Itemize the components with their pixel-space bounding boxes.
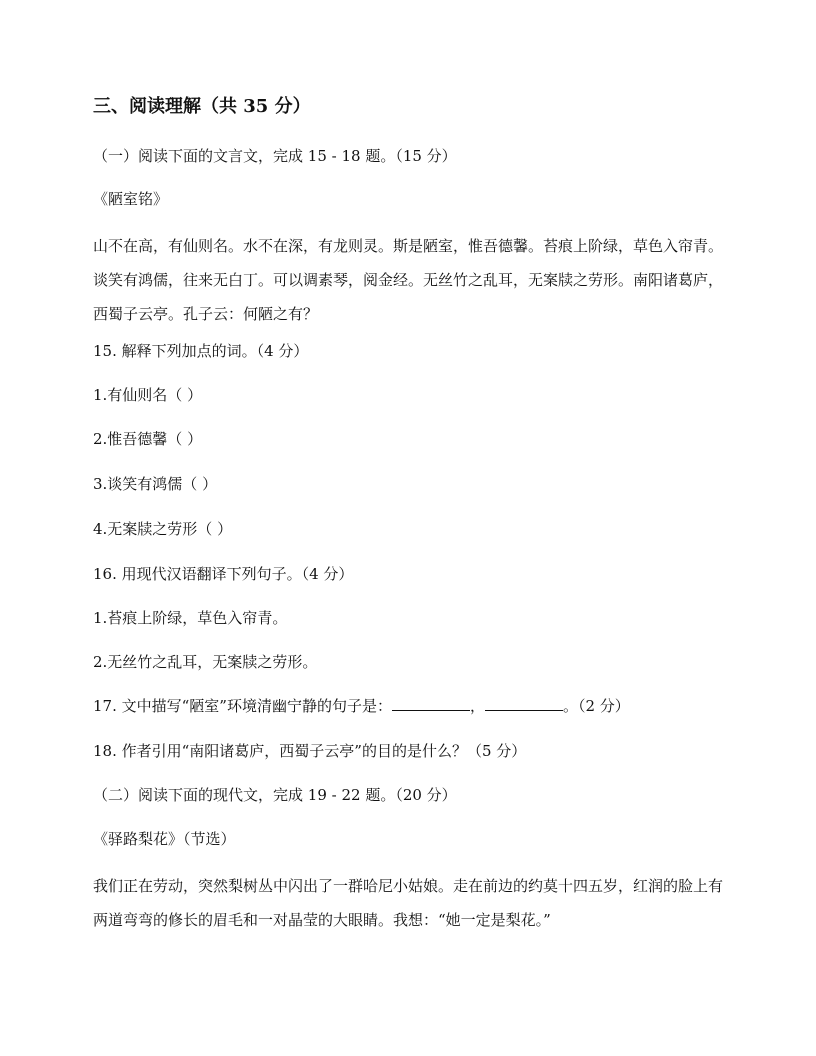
q15-item-4: 4.无案牍之劳形（ ） bbox=[93, 520, 233, 538]
q15-prompt: 15. 解释下列加点的词。（4 分） bbox=[93, 342, 309, 360]
part1-heading: （一）阅读下面的文言文，完成 15 - 18 题。（15 分） bbox=[93, 147, 457, 165]
part1-passage: 山不在高，有仙则名。水不在深，有龙则灵。斯是陋室，惟吾德馨。苔痕上阶绿，草色入帘青。谈笑有鸿儒，往来无白丁。可以调素琴，阅金经。无丝竹之乱耳，无案牍之劳形。南阳诸葛庐，西蜀子云亭。孔子云：何陋之有？ bbox=[93, 237, 724, 323]
q15-item-2: 2.惟吾德馨（ ） bbox=[93, 430, 203, 448]
q17-after: 。（2 分） bbox=[562, 697, 630, 715]
q16-item-1: 1.苔痕上阶绿，草色入帘青。 bbox=[93, 609, 288, 627]
q16-prompt: 16. 用现代汉语翻译下列句子。（4 分） bbox=[93, 565, 354, 583]
answer-blank-1[interactable] bbox=[392, 696, 470, 711]
q17-question bbox=[93, 696, 630, 716]
part2-heading: （二）阅读下面的现代文，完成 19 - 22 题。（20 分） bbox=[93, 786, 457, 804]
part2-passage: 我们正在劳动，突然梨树丛中闪出了一群哈尼小姑娘。走在前边的约莫十四五岁，红润的脸上有两道弯弯的修长的眉毛和一对晶莹的大眼睛。我想：“她一定是梨花。” bbox=[93, 877, 724, 929]
answer-blank-2[interactable] bbox=[485, 696, 563, 711]
part1-text-title: 《陋室铭》 bbox=[93, 190, 169, 208]
q17-sep: ， bbox=[469, 697, 485, 715]
q16-item-2: 2.无丝竹之乱耳，无案牍之劳形。 bbox=[93, 653, 318, 671]
q15-item-1: 1.有仙则名（ ） bbox=[93, 386, 203, 404]
q18-question: 18. 作者引用“南阳诸葛庐，西蜀子云亭”的目的是什么？（5 分） bbox=[93, 742, 527, 760]
section-title: 三、阅读理解（共 35 分） bbox=[93, 96, 311, 117]
q15-item-3: 3.谈笑有鸿儒（ ） bbox=[93, 475, 218, 493]
q17-before: 17. 文中描写“陋室”环境清幽宁静的句子是： bbox=[93, 697, 392, 715]
part2-text-title: 《驿路梨花》（节选） bbox=[93, 830, 236, 848]
